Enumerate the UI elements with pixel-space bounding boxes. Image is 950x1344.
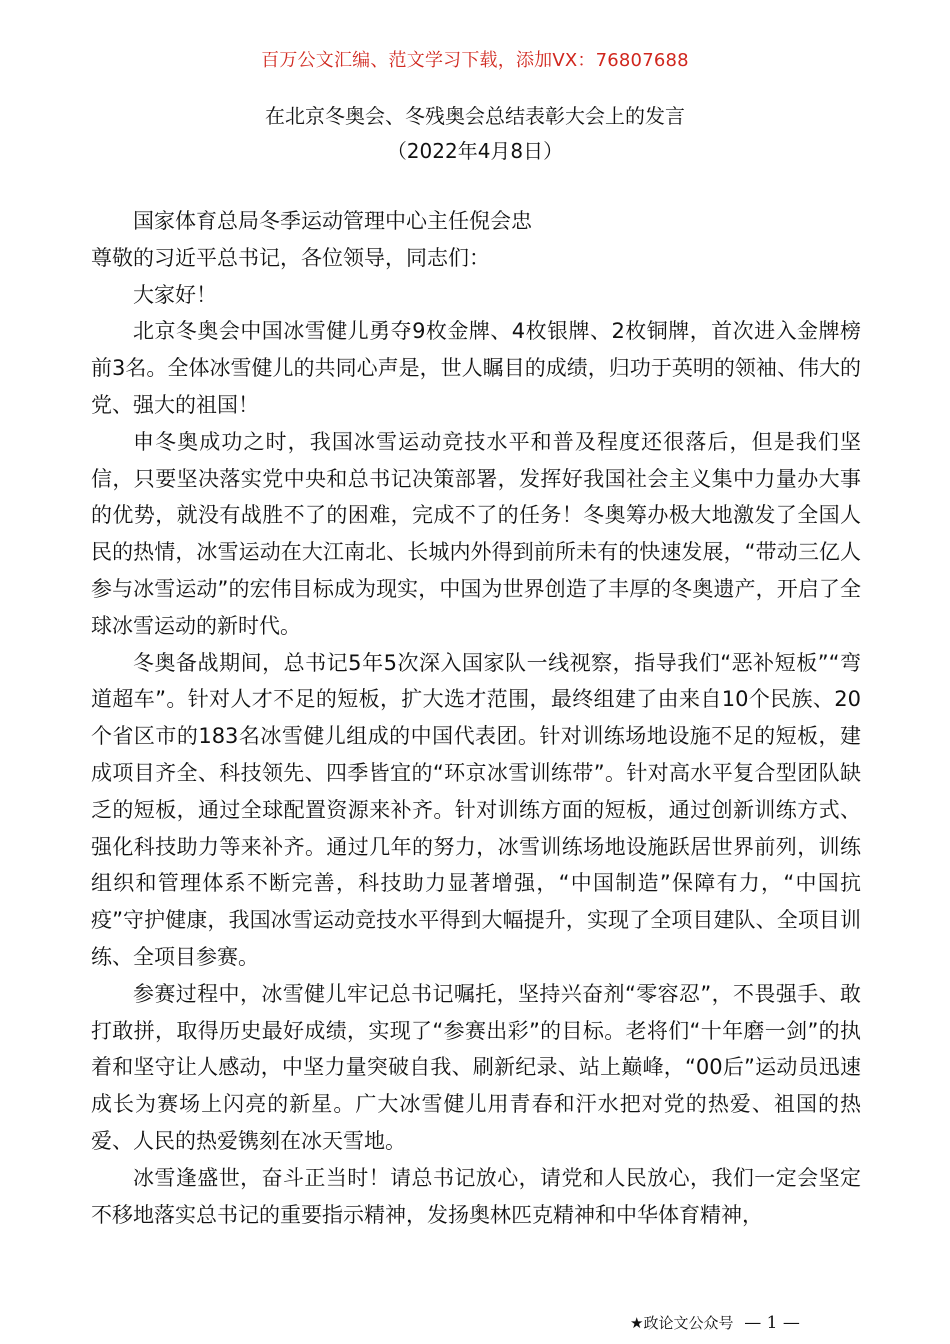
footer-source: ★政论文公众号 [630, 1314, 734, 1332]
salutation: 尊敬的习近平总书记，各位领导，同志们： [91, 245, 490, 270]
body-paragraph: 冬奥备战期间，总书记5年5次深入国家队一线视察，指导我们“恶补短板”“弯道超车”。针对人才不足的短板，扩大选才范围，最终组建了由来自10个民族、20个省区市的183名冰雪健儿组成的中国代表团。针对训练场地设施不足的短板，建成项目齐全、科技领先、四季皆宜的“环京冰雪训练带”。针对高水平复合型团队缺乏的短板，通过全球配置资源来补齐。针对训练方面的短板，通过创新训练方式、强化科技助力等来补齐。通过几年的努力，冰雪训练场地设施跃居世界前列，训练组织和管理体系不断完善，科技助力显著增强，“中国制造”保障有力，“中国抗疫”守护健康，我国冰雪运动竞技水平得到大幅提升，实现了全项目建队、全项目训练、全项目参赛。 [91, 650, 861, 969]
speaker-line: 国家体育总局冬季运动管理中心主任倪会忠 [133, 209, 532, 233]
document-date: （2022年4月8日） [386, 139, 564, 163]
document-title: 在北京冬奥会、冬残奥会总结表彰大会上的发言 [265, 104, 685, 128]
body-paragraph: 冰雪逢盛世，奋斗正当时！请总书记放心，请党和人民放心，我们一定会坚定不移地落实总书记的重要指示精神，发扬奥林匹克精神和中华体育精神， [91, 1165, 861, 1227]
body-paragraph: 申冬奥成功之时，我国冰雪运动竞技水平和普及程度还很落后，但是我们坚信，只要坚决落实党中央和总书记决策部署，发挥好我国社会主义集中力量办大事的优势，就没有战胜不了的困难，完成不了的任务！冬奥筹办极大地激发了全国人民的热情，冰雪运动在大江南北、长城内外得到前所未有的快速发展，“带动三亿人参与冰雪运动”的宏伟目标成为现实，中国为世界创造了丰厚的冬奥遗产，开启了全球冰雪运动的新时代。 [91, 429, 861, 638]
body-paragraph: 参赛过程中，冰雪健儿牢记总书记嘱托，坚持兴奋剂“零容忍”，不畏强手、敢打敢拼，取得历史最好成绩，实现了“参赛出彩”的目标。老将们“十年磨一剑”的执着和坚守让人感动，中坚力量突破自我、刷新纪录、站上巅峰，“00后”运动员迅速成长为赛场上闪亮的新星。广大冰雪健儿用青春和汗水把对党的热爱、祖国的热爱、人民的热爱镌刻在冰天雪地。 [91, 981, 861, 1153]
page-footer [630, 1312, 890, 1333]
download-banner: 百万公文汇编、范文学习下载，添加VX：76807688 [261, 50, 689, 71]
page-number: — 1 — [744, 1313, 800, 1333]
document-body [91, 203, 861, 1233]
body-paragraph: 北京冬奥会中国冰雪健儿勇夺9枚金牌、4枚银牌、2枚铜牌，首次进入金牌榜前3名。全体冰雪健儿的共同心声是，世人瞩目的成绩，归功于英明的领袖、伟大的党、强大的祖国！ [91, 319, 861, 417]
greeting: 大家好！ [133, 282, 217, 307]
